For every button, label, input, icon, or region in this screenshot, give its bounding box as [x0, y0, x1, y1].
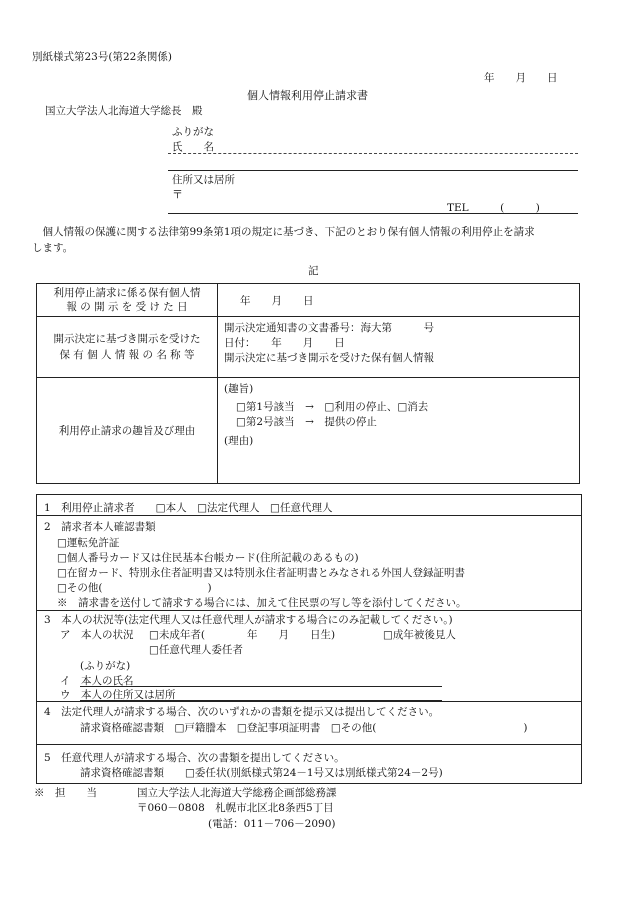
received-date-label: 利用停止請求に係る保有個人情 報 の 開 示 を 受 け た 日 [37, 284, 218, 317]
adult-ward-option[interactable]: □成年被後見人 [383, 629, 456, 641]
id-doc-drivers-license[interactable]: □運転免許証 [57, 537, 120, 549]
contact-phone: (電話：011－706－2090) [208, 818, 336, 830]
section-1[interactable]: 1 利用停止請求者 □本人 □法定代理人 □任意代理人 [44, 502, 333, 514]
purpose-reason-label: 利用停止請求の趣旨及び理由 [37, 378, 218, 484]
id-doc-mynumber-card[interactable]: □個人番号カード又は住民基本台帳カード(住所記載のあるもの) [57, 552, 359, 564]
purpose-option-2[interactable]: □第2号該当 → 提供の停止 [236, 416, 377, 428]
minor-option[interactable]: □未成年者( 年 月 日生) [149, 629, 336, 641]
disclosed-info-value[interactable]: 開示決定通知書の文書番号：海大第 号 日付： 年 月 日 開示決定に基づき開示を受けた保有個人情報 [218, 317, 580, 378]
section-2-note: ※ 請求書を送付して請求する場合には、加えて住民票の写し等を添付してください。 [57, 597, 467, 609]
furigana-label: ふりがな [172, 126, 214, 138]
address-label: 住所又は居所 [172, 174, 235, 186]
name-underline[interactable] [168, 170, 578, 171]
legal-rep-docs[interactable]: 請求資格確認書類 □戸籍謄本 □登記事項証明書 □その他( ) [80, 722, 528, 734]
addressee: 国立大学法人北海道大学総長 殿 [45, 105, 203, 117]
received-date-value[interactable]: 年 月 日 [218, 284, 580, 317]
ki-label: 記 [308, 265, 319, 277]
intro-line-1: 個人情報の保護に関する法律第99条第1項の規定に基づき、下記のとおり保有個人情報の利用停止を請求 [32, 226, 535, 238]
section-2-heading: 2 請求者本人確認書類 [44, 521, 156, 533]
request-table [36, 283, 580, 484]
section-4-heading: 4 法定代理人が請求する場合、次のいずれかの書類を提示又は提出してください。 [44, 706, 440, 718]
table-row [37, 317, 580, 378]
form-number: 別紙様式第23号(第22条関係) [32, 51, 172, 63]
postal-mark: 〒 [172, 188, 183, 201]
voluntary-principal-option[interactable]: □任意代理人委任者 [149, 644, 243, 656]
contact-office: 国立大学法人北海道大学総務企画部総務課 [137, 787, 337, 799]
section-5-heading: 5 任意代理人が請求する場合、次の書類を提出してください。 [44, 752, 345, 764]
principal-address-field[interactable] [80, 700, 442, 701]
principal-name-label: イ 本人の氏名 [60, 675, 134, 687]
contact-address: 〒060－0808 札幌市北区北8条西5丁目 [137, 802, 334, 814]
page-title: 個人情報利用停止請求書 [247, 89, 368, 102]
id-doc-residence-card[interactable]: □在留カード、特別永住者証明書又は特別永住者証明書とみなされる外国人登録証明書 [57, 567, 465, 579]
principal-address-label: ウ 本人の住所又は居所 [60, 689, 176, 701]
contact-label: ※ 担 当 [34, 787, 97, 799]
principal-status-label: ア 本人の状況 [60, 629, 134, 641]
table-row [37, 378, 580, 484]
purpose-option-1[interactable]: □第1号該当 → □利用の停止、□消去 [236, 401, 429, 413]
address-underline[interactable] [168, 213, 578, 214]
section-3-heading: 3 本人の状況等(法定代理人又は任意代理人が請求する場合にのみ記載してください。) [44, 614, 453, 626]
divider [36, 744, 581, 745]
intro-line-2: します。 [32, 242, 74, 254]
voluntary-rep-docs[interactable]: 請求資格確認書類 □委任状(別紙様式第24－1号又は別紙様式第24－2号) [80, 767, 443, 779]
id-doc-other[interactable]: □その他( ) [57, 582, 212, 594]
furigana-note: (ふりがな) [80, 660, 131, 672]
date-line: 年 月 日 [484, 72, 558, 84]
disclosed-info-label: 開示決定に基づき開示を受けた 保 有 個 人 情 報 の 名 称 等 [37, 317, 218, 378]
divider [36, 610, 581, 611]
table-row [37, 284, 580, 317]
tel-label: TEL ( ) [447, 202, 540, 214]
divider [36, 515, 581, 516]
furigana-divider [168, 153, 578, 154]
purpose-reason-value[interactable]: (趣旨) □第1号該当 → □利用の停止、□消去 □第2号該当 → 提供の停止 (理由) [218, 378, 580, 484]
name-label: 氏 名 [172, 141, 214, 153]
